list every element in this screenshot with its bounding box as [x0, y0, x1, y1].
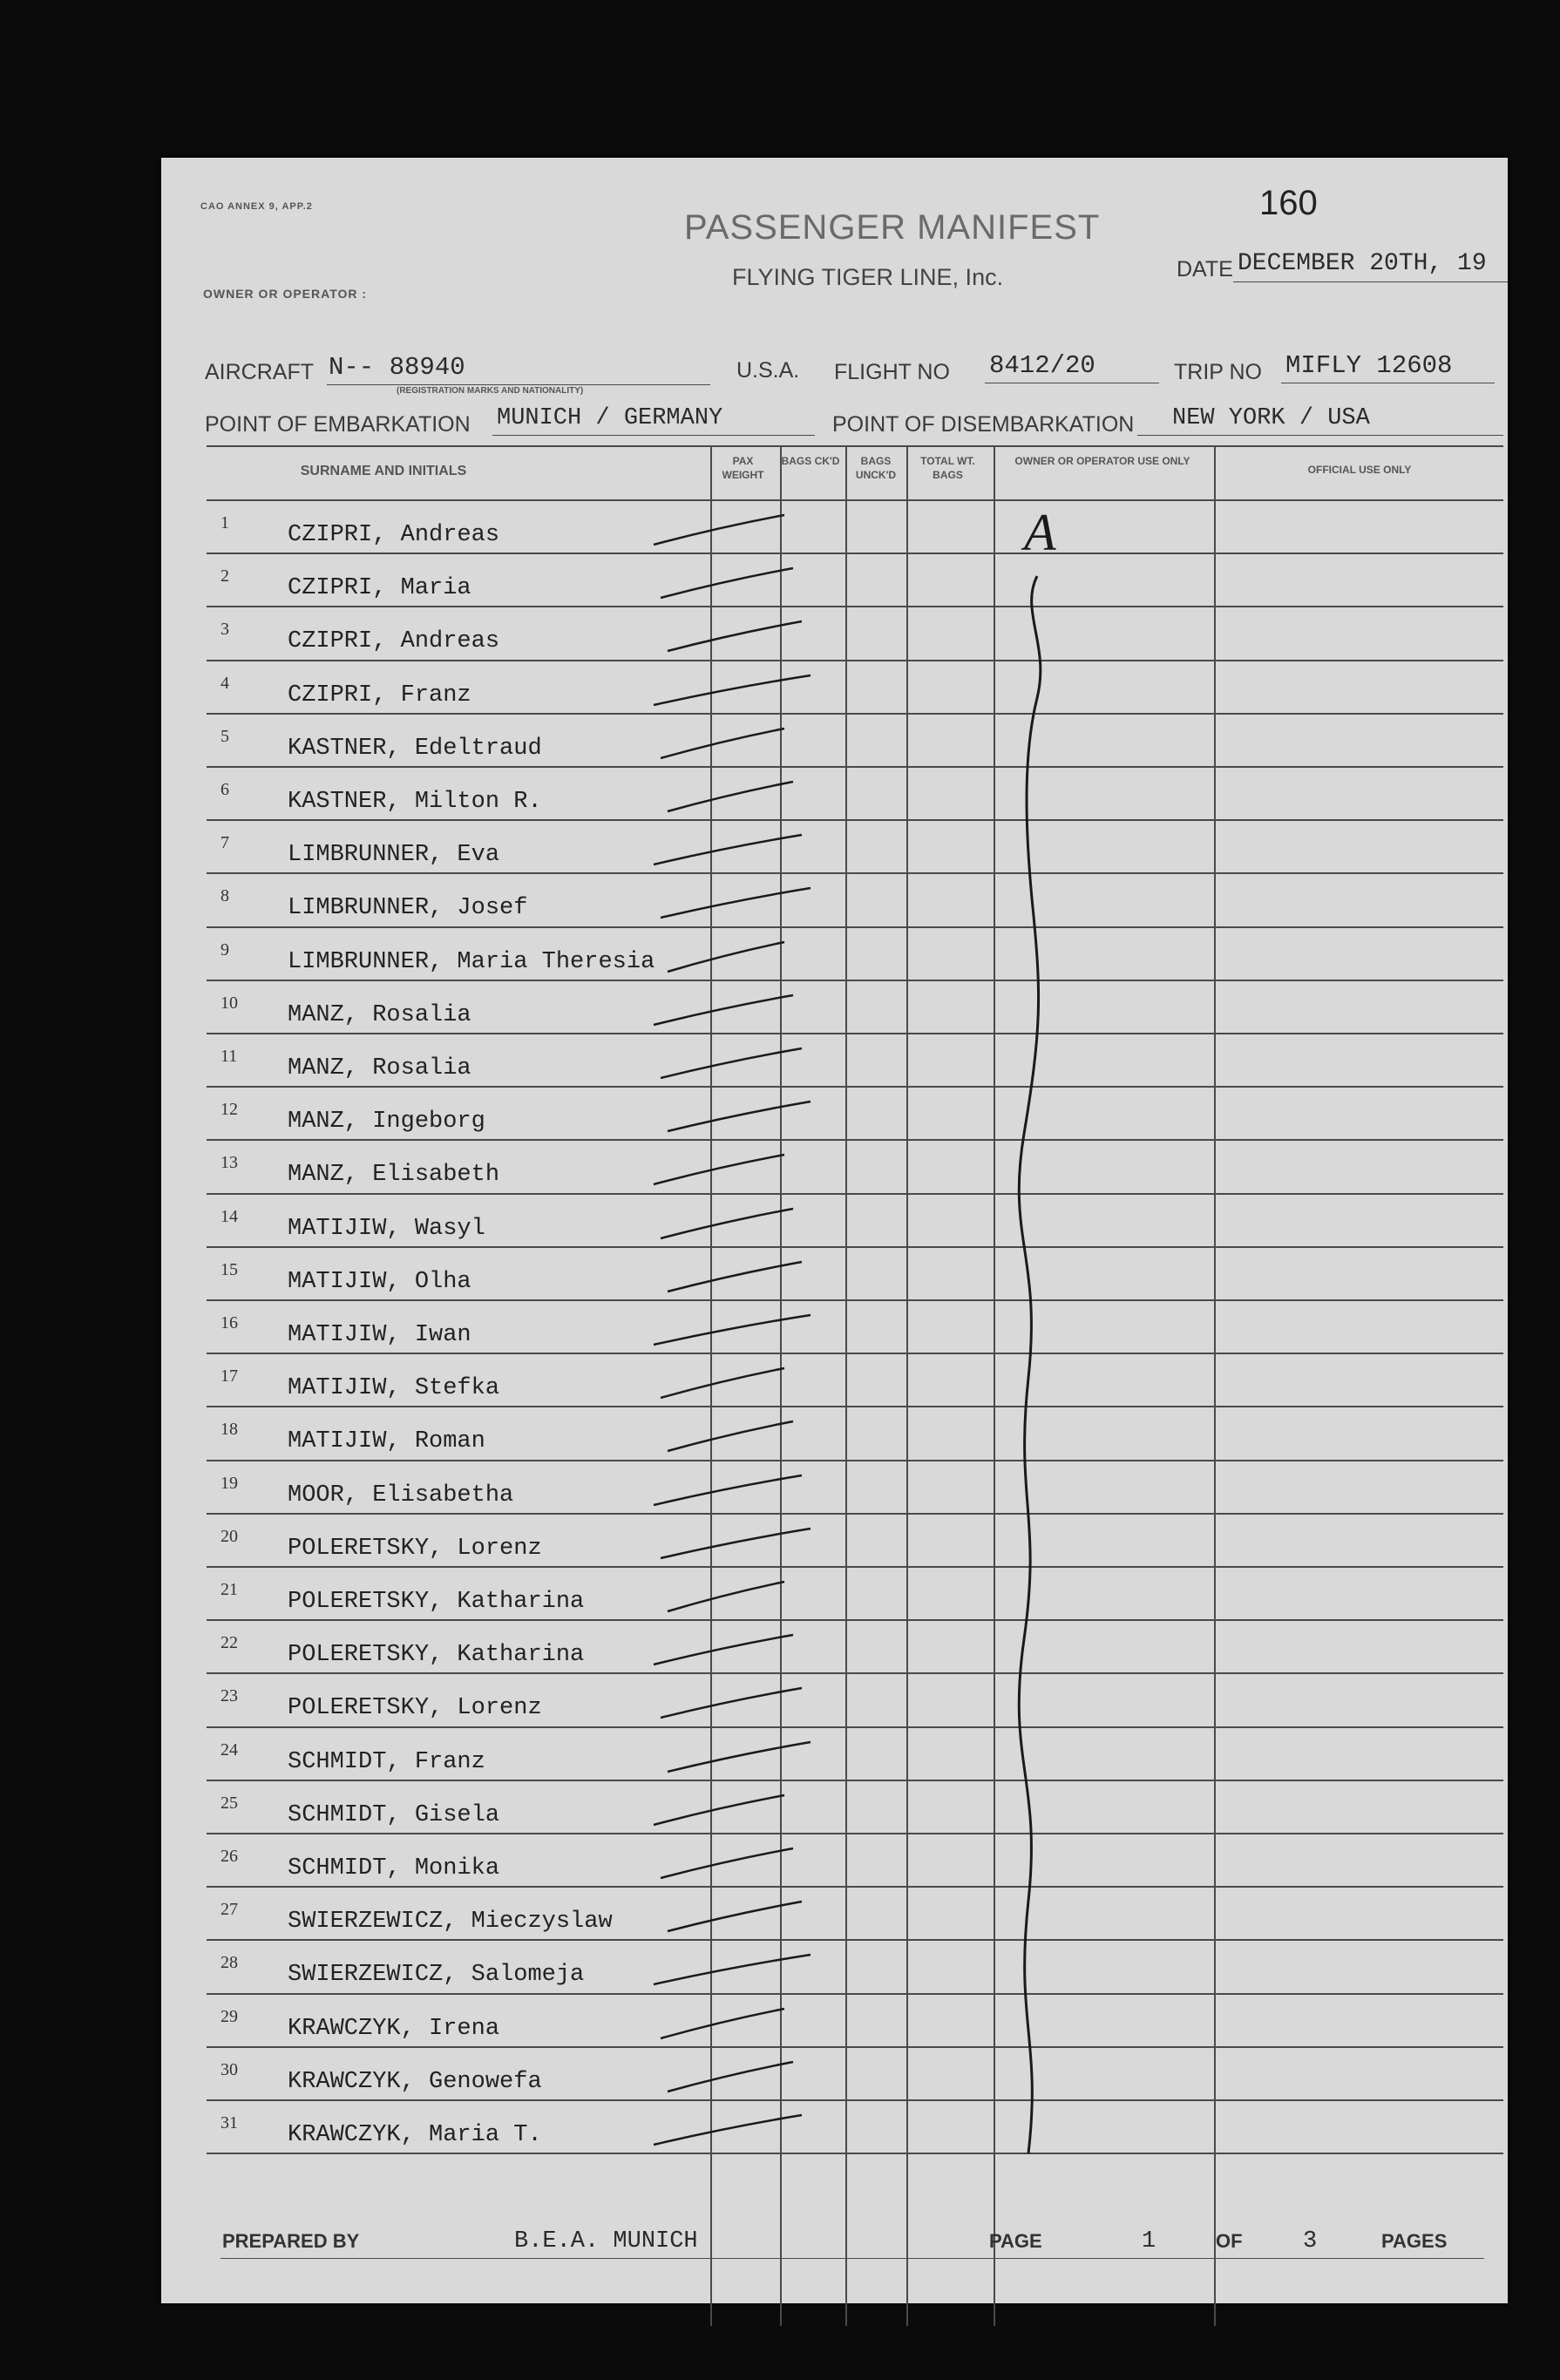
passenger-name: SCHMIDT, Gisela — [288, 1802, 500, 1828]
prepared-value: B.E.A. MUNICH — [514, 2228, 698, 2255]
row-divider — [207, 1780, 1503, 1781]
tick-stroke — [668, 1742, 811, 1772]
row-divider — [207, 606, 1503, 607]
row-divider — [207, 1086, 1503, 1088]
row-number: 21 — [220, 1580, 238, 1599]
passenger-name: SWIERZEWICZ, Salomeja — [288, 1962, 585, 1988]
tick-stroke — [661, 1209, 793, 1238]
passenger-name: MATIJIW, Wasyl — [288, 1216, 485, 1242]
page-label: PAGE — [989, 2230, 1042, 2252]
passenger-name: CZIPRI, Andreas — [288, 522, 500, 548]
row-divider — [207, 713, 1503, 715]
tick-stroke — [654, 1155, 784, 1184]
row-divider — [207, 1460, 1503, 1461]
tick-stroke — [661, 1848, 793, 1878]
row-number: 29 — [220, 2007, 238, 2026]
row-divider — [207, 872, 1503, 874]
passenger-name: CZIPRI, Andreas — [288, 628, 500, 654]
page-value: 1 — [1142, 2228, 1156, 2255]
row-number: 17 — [220, 1366, 238, 1386]
passenger-name: KASTNER, Edeltraud — [288, 736, 542, 762]
row-divider — [207, 1672, 1503, 1674]
row-divider — [207, 553, 1503, 554]
embark-label: POINT OF EMBARKATION — [205, 412, 471, 437]
row-number: 12 — [220, 1100, 238, 1119]
aircraft-label: AIRCRAFT — [205, 360, 314, 384]
tick-stroke — [661, 2009, 784, 2038]
passenger-name: MANZ, Elisabeth — [288, 1162, 500, 1188]
row-divider — [207, 1406, 1503, 1407]
row-divider — [207, 1566, 1503, 1568]
sheet-number: 160 — [1259, 184, 1318, 222]
column-bags-ckd: BAGS CK'D — [781, 455, 840, 467]
row-number: 9 — [220, 940, 229, 959]
row-divider — [207, 2046, 1503, 2048]
row-number: 3 — [220, 620, 229, 639]
passenger-name: MANZ, Rosalia — [288, 1002, 471, 1028]
row-divider — [207, 1513, 1503, 1515]
form-code: CAO ANNEX 9, APP.2 — [200, 201, 313, 212]
row-number: 10 — [220, 993, 238, 1013]
column-official-use: OFFICIAL USE ONLY — [1307, 464, 1412, 476]
row-number: 11 — [220, 1047, 238, 1066]
tick-stroke — [654, 675, 811, 705]
flight-label: FLIGHT NO — [834, 360, 950, 384]
passenger-name: MATIJIW, Olha — [288, 1269, 471, 1295]
row-number: 31 — [220, 2113, 238, 2133]
row-divider — [207, 1353, 1503, 1354]
column-surname: SURNAME AND INITIALS — [300, 464, 467, 478]
passenger-name: SCHMIDT, Franz — [288, 1749, 485, 1775]
passenger-name: SCHMIDT, Monika — [288, 1855, 500, 1882]
row-divider — [207, 926, 1503, 928]
row-number: 13 — [220, 1153, 238, 1172]
pages-label: PAGES — [1381, 2230, 1448, 2252]
row-number: 22 — [220, 1633, 238, 1652]
owner-mark: A — [1024, 504, 1056, 561]
passenger-name: KASTNER, Milton R. — [288, 789, 542, 815]
tick-stroke — [668, 782, 793, 811]
tick-stroke — [654, 1635, 793, 1665]
row-number: 4 — [220, 674, 229, 693]
passenger-name: MATIJIW, Iwan — [288, 1322, 471, 1348]
column-bags-unckd: BAGS UNCK'D — [855, 455, 897, 481]
prepared-label: PREPARED BY — [222, 2230, 360, 2252]
passenger-name: MANZ, Ingeborg — [288, 1109, 485, 1135]
vertical-squiggle — [1019, 576, 1041, 2153]
tick-stroke — [668, 1102, 811, 1131]
tick-stroke — [668, 1582, 784, 1611]
row-number: 5 — [220, 727, 229, 746]
tick-stroke — [668, 942, 784, 972]
tick-stroke — [661, 568, 793, 598]
column-pax-weight: PAX WEIGHT — [722, 455, 764, 481]
passenger-name: CZIPRI, Franz — [288, 682, 471, 709]
passenger-name: LIMBRUNNER, Josef — [288, 895, 528, 921]
row-number: 2 — [220, 566, 229, 586]
row-divider — [207, 1833, 1503, 1834]
passenger-name: CZIPRI, Maria — [288, 575, 471, 601]
row-divider — [207, 1139, 1503, 1141]
column-total-wt: TOTAL WT. BAGS — [920, 455, 975, 481]
row-number: 20 — [220, 1527, 238, 1546]
trip-value: MIFLY 12608 — [1285, 351, 1453, 380]
total-pages: 3 — [1303, 2228, 1318, 2255]
disembark-label: POINT OF DISEMBARKATION — [832, 412, 1135, 437]
disembark-value: NEW YORK / USA — [1172, 405, 1370, 431]
passenger-name: MANZ, Rosalia — [288, 1055, 471, 1082]
row-number: 18 — [220, 1420, 238, 1439]
registration-note: (REGISTRATION MARKS AND NATIONALITY) — [397, 386, 584, 396]
page-title: PASSENGER MANIFEST — [684, 208, 1101, 247]
tick-stroke — [661, 1368, 784, 1398]
row-number: 19 — [220, 1474, 238, 1493]
row-divider — [207, 1619, 1503, 1621]
row-number: 1 — [220, 513, 229, 532]
tick-stroke — [668, 1421, 793, 1451]
nationality: U.S.A. — [736, 358, 800, 383]
tick-stroke — [654, 1315, 811, 1345]
row-number: 15 — [220, 1260, 238, 1279]
row-divider — [207, 660, 1503, 661]
row-divider — [207, 1193, 1503, 1195]
passenger-name: KRAWCZYK, Maria T. — [288, 2122, 542, 2148]
passenger-name: MATIJIW, Stefka — [288, 1375, 500, 1401]
row-number: 25 — [220, 1793, 238, 1813]
tick-stroke — [654, 1955, 811, 1984]
flight-value: 8412/20 — [989, 351, 1095, 380]
row-number: 27 — [220, 1900, 238, 1919]
row-divider — [207, 980, 1503, 981]
column-owner-use: OWNER OR OPERATOR USE ONLY — [1014, 455, 1190, 467]
row-number: 26 — [220, 1847, 238, 1866]
passenger-name: KRAWCZYK, Irena — [288, 2016, 500, 2042]
tick-stroke — [661, 1529, 811, 1558]
tick-stroke — [661, 729, 784, 758]
row-divider — [207, 2099, 1503, 2101]
row-divider — [207, 1886, 1503, 1888]
passenger-name: SWIERZEWICZ, Mieczyslaw — [288, 1909, 613, 1935]
passenger-name: LIMBRUNNER, Eva — [288, 842, 500, 868]
tick-stroke — [661, 888, 811, 918]
passenger-name: POLERETSKY, Lorenz — [288, 1536, 542, 1562]
row-divider — [207, 819, 1503, 821]
passenger-name: POLERETSKY, Lorenz — [288, 1695, 542, 1721]
row-number: 24 — [220, 1740, 238, 1760]
row-number: 30 — [220, 2060, 238, 2079]
row-number: 28 — [220, 1953, 238, 1972]
row-number: 16 — [220, 1313, 238, 1332]
row-divider — [207, 2153, 1503, 2154]
row-number: 23 — [220, 1686, 238, 1705]
tick-stroke — [654, 1795, 784, 1825]
row-divider — [207, 1993, 1503, 1995]
date-value: DECEMBER 20TH, 19 — [1238, 250, 1487, 277]
embark-value: MUNICH / GERMANY — [497, 405, 723, 431]
trip-label: TRIP NO — [1174, 360, 1262, 384]
row-divider — [207, 1726, 1503, 1728]
row-divider — [207, 1033, 1503, 1034]
passenger-name: POLERETSKY, Katharina — [288, 1642, 585, 1668]
row-number: 8 — [220, 886, 229, 905]
row-divider — [207, 766, 1503, 768]
passenger-name: POLERETSKY, Katharina — [288, 1589, 585, 1615]
passenger-name: KRAWCZYK, Genowefa — [288, 2069, 542, 2095]
row-divider — [207, 1939, 1503, 1941]
row-number: 7 — [220, 833, 229, 852]
of-label: OF — [1216, 2230, 1243, 2252]
aircraft-value: N-- 88940 — [329, 353, 465, 382]
passenger-name: LIMBRUNNER, Maria Theresia — [288, 949, 655, 975]
manifest-sheet — [161, 158, 1508, 2303]
owner-label: OWNER OR OPERATOR : — [203, 287, 368, 301]
passenger-name: MOOR, Elisabetha — [288, 1482, 514, 1509]
tick-stroke — [654, 515, 784, 545]
passenger-name: MATIJIW, Roman — [288, 1428, 485, 1454]
tick-stroke — [654, 995, 793, 1025]
row-number: 6 — [220, 780, 229, 799]
tick-stroke — [668, 2062, 793, 2092]
airline-name: FLYING TIGER LINE, Inc. — [732, 264, 1004, 290]
row-divider — [207, 1246, 1503, 1248]
row-divider — [207, 1299, 1503, 1301]
row-number: 14 — [220, 1207, 238, 1226]
date-label: DATE — [1177, 257, 1233, 281]
